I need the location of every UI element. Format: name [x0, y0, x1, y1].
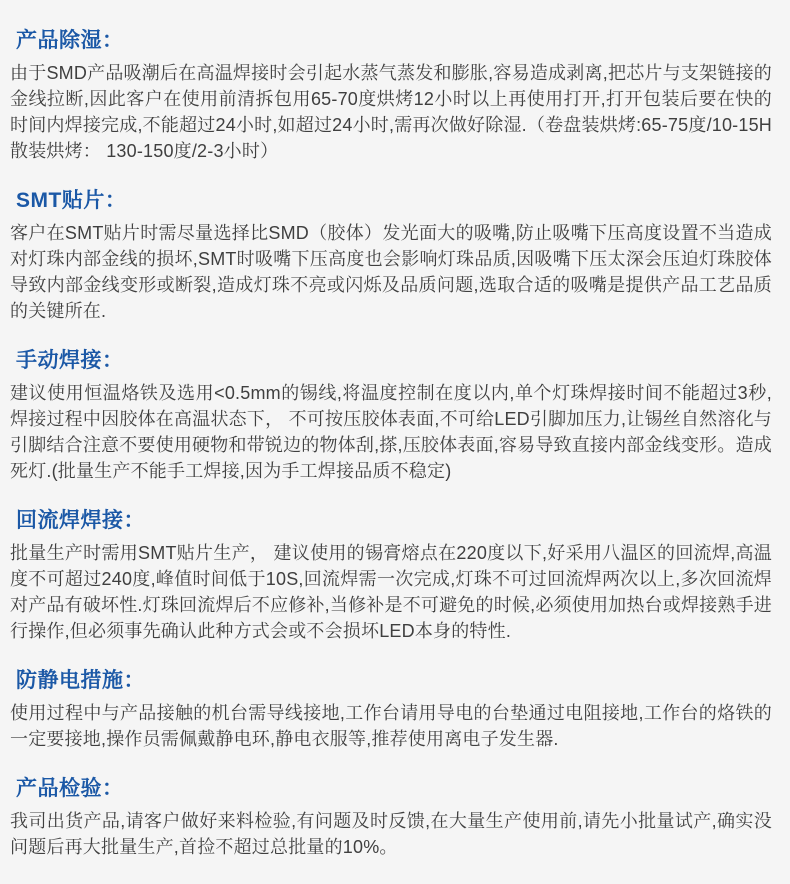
section-heading: SMT贴片：: [16, 189, 127, 212]
section-heading: 产品检验：: [16, 777, 124, 800]
section-heading: 产品除湿：: [16, 29, 124, 52]
instruction-section: [10, 509, 772, 644]
instruction-section: [10, 777, 772, 860]
section-body-text: 客户在SMT贴片时需尽量选择比SMD（胶体）发光面大的吸嘴,防止吸嘴下压高度设置不当造成对灯珠内部金线的损坏,SMT时吸嘴下压高度也会影响灯珠品质,因吸嘴下压太深会压迫灯珠胶体导致内部金线变形或断裂,造成灯珠不亮或闪烁及品质问题,选取合适的吸嘴是提供产品工艺品质的关键所在.: [10, 223, 772, 321]
section-body-text: 我司出货产品,请客户做好来料检验,有问题及时反馈,在大量生产使用前,请先小批量试产,确实没问题后再大批量生产,首捡不超过总批量的10%。: [10, 811, 772, 857]
section-body-text: 由于SMD产品吸潮后在高温焊接时会引起水蒸气蒸发和膨胀,容易造成剥离,把芯片与支架链接的金线拉断,因此客户在使用前清拆包用65-70度烘烤12小时以上再使用打开,打开包装后要在快的时间内焊接完成,不能超过24小时,如超过24小时,需再次做好除湿.（卷盘装烘烤:65-75度/10-15H 散装烘烤： 130-150度/2-3小时）: [10, 63, 772, 161]
instruction-section: [10, 349, 772, 484]
instruction-section: [10, 669, 772, 752]
section-body-text: 建议使用恒温烙铁及选用<0.5mm的锡线,将温度控制在度以内,单个灯珠焊接时间不能超过3秒,焊接过程中因胶体在高温状态下， 不可按压胶体表面,不可给LED引脚加压力,让锡丝自然溶化与引脚结合注意不要使用硬物和带锐边的物体刮,搽,压胶体表面,容易导致直接内部金线变形。造成死灯.(批量生产不能手工焊接,因为手工焊接品质不稳定): [10, 383, 772, 481]
section-body-text: 使用过程中与产品接触的机台需导线接地,工作台请用导电的台垫通过电阻接地,工作台的烙铁的一定要接地,操作员需佩戴静电环,静电衣服等,推荐使用离电子发生器.: [10, 703, 772, 749]
instruction-section: [10, 189, 772, 324]
section-heading: 回流焊焊接：: [16, 509, 145, 532]
section-heading: 防静电措施：: [16, 669, 145, 692]
section-heading: 手动焊接：: [16, 349, 124, 372]
section-body-text: 批量生产时需用SMT贴片生产， 建议使用的锡膏熔点在220度以下,好采用八温区的回流焊,高温度不可超过240度,峰值时间低于10S,回流焊需一次完成,灯珠不可过回流焊两次以上,多次回流焊对产品有破坏性.灯珠回流焊后不应修补,当修补是不可避免的时候,必须使用加热台或焊接熟手进行操作,但必须事先确认此种方式会或不会损坏LED本身的特性.: [10, 543, 772, 641]
instruction-section: [10, 29, 772, 164]
